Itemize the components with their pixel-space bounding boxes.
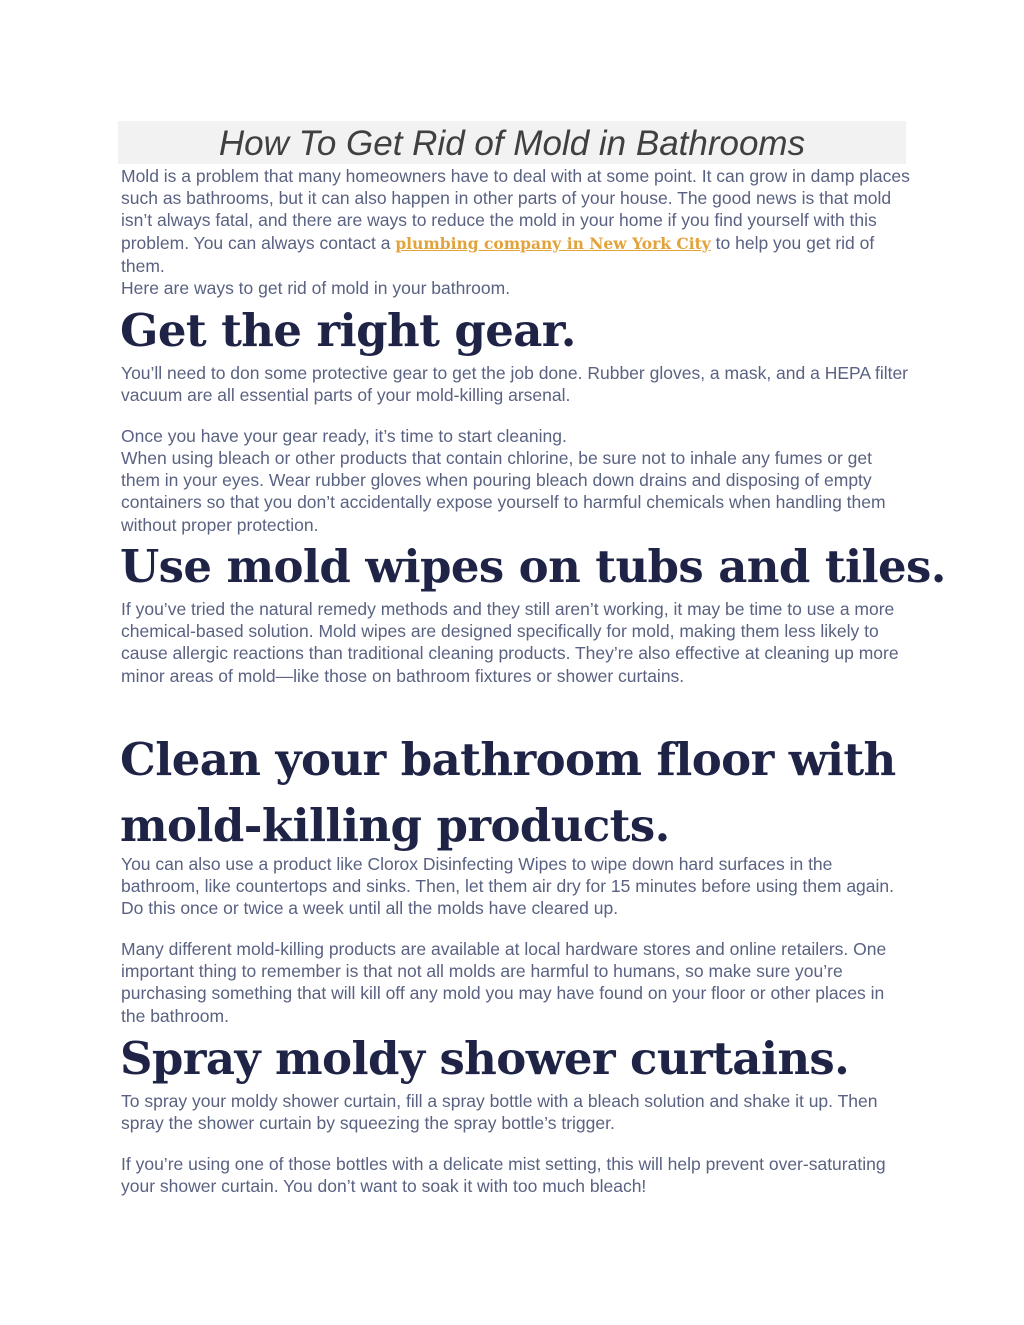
paragraph: Once you have your gear ready, it’s time to start cleaning. (121, 426, 567, 446)
page-title: How To Get Rid of Mold in Bathrooms (218, 124, 806, 163)
paragraph: When using bleach or other products that contain chlorine, be sure not to inhale any fumes or get them in your eyes. Wear rubber gloves when pouring bleach down drains and disposing of empty containers so that you don’t accidentally expose yourself to harmful chemicals when handling them without proper protection. (121, 448, 886, 535)
paragraph: If you’ve tried the natural remedy methods and they still aren’t working, it may be time to use a more chemical-based solution. Mold wipes are designed specifically for mold, making them less likely to cause allergic reactions than traditional cleaning products. They’re also effective at cleaning up more minor areas of mold—like those on bathroom fixtures or shower curtains. (121, 599, 899, 686)
heading-clean-bathroom-floor-line1: Clean your bathroom floor with (120, 733, 896, 786)
paragraph: To spray your moldy shower curtain, fill a spray bottle with a bleach solution and shake it up. Then spray the shower curtain by squeezing the spray bottle’s trigger. (121, 1091, 878, 1134)
paragraph: You’ll need to don some protective gear to get the job done. Rubber gloves, a mask, and a HEPA filter vacuum are all essential parts of your mold-killing arsenal. (121, 363, 909, 406)
heading-get-the-right-gear: Get the right gear. (120, 304, 576, 357)
paragraph: You can also use a product like Clorox Disinfecting Wipes to wipe down hard surfaces in the bathroom, like countertops and sinks. Then, let them air dry for 15 minutes before using them again. Do this once or twice a week until all the molds have cleared up. (121, 854, 895, 919)
intro-paragraph (121, 165, 911, 277)
plumbing-company-link[interactable]: plumbing company in New York City (395, 233, 711, 253)
heading-spray-shower-curtains: Spray moldy shower curtains. (120, 1032, 850, 1085)
heading-clean-bathroom-floor-line2: mold-killing products. (120, 799, 670, 852)
intro-text: Mold is a problem that many homeowners have to deal with at some point. It can grow in damp places such as bathrooms, but it can also happen in other parts of your house. The good news is that mold isn’t always fatal, and there are ways to reduce the mold in your home if you find yourself with this problem. You can always contact a (121, 166, 910, 253)
heading-use-mold-wipes: Use mold wipes on tubs and tiles. (120, 540, 946, 593)
paragraph: If you’re using one of those bottles with a delicate mist setting, this will help prevent over-saturating your shower curtain. You don’t want to soak it with too much bleach! (121, 1154, 886, 1197)
intro-lead-in: Here are ways to get rid of mold in your bathroom. (121, 278, 511, 298)
paragraph: Many different mold-killing products are available at local hardware stores and online retailers. One important thing to remember is that not all molds are harmful to humans, so make sure you’re purchasing something that will kill off any mold you may have found on your floor or other places in the bathroom. (121, 939, 887, 1026)
intro-text-end: to help you get rid of them. (121, 232, 875, 276)
